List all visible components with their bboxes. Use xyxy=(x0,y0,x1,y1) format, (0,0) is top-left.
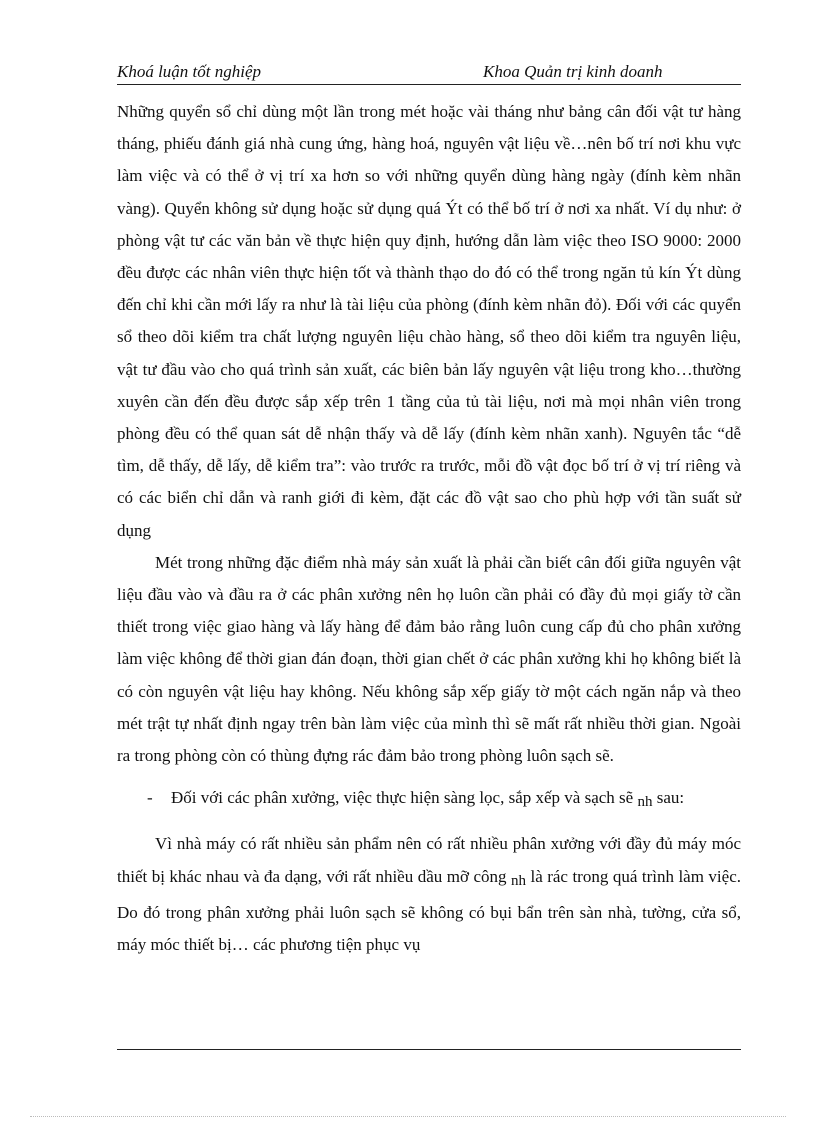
footer-rule xyxy=(117,1049,741,1050)
bullet-text-a: Đối với các phân xưởng, việc thực hiện sàng lọc, sắp xếp và sạch sẽ xyxy=(171,788,638,808)
paragraph-1: Những quyển sổ chỉ dùng một lần trong mét hoặc vài tháng như bảng cân đối vật tư hàng tháng, phiếu đánh giá nhà cung ứng, hàng hoá, nguyên vật liệu về…nên bố trí nơi khu vực làm việc và có thể ở vị trí xa hơn so với những quyển dùng hàng ngày (đính kèm nhãn vàng). Quyển không sử dụng hoặc sử dụng quá Ýt có thể bố trí ở nơi xa nhất. Ví dụ như: ở phòng vật tư các văn bản về thực hiện quy định, hướng dẫn làm việc theo ISO 9000: 2000 đều được các nhân viên thực hiện tốt và thành thạo do đó có thể trong ngăn tủ kín Ýt dùng đến chỉ khi cần mới lấy ra như là tài liệu của phòng (đính kèm nhãn đỏ). Đối với các quyển sổ theo dõi kiểm tra chất lượng nguyên liệu chào hàng, sổ theo dõi kiểm tra nguyên liệu, vật tư đầu vào cho quá trình sản xuất, các biên bản lấy nguyên vật liệu trong kho…thường xuyên cần đến đều được sắp xếp trên 1 tầng của tủ tài liệu, nơi mà mọi nhân viên trong phòng đều có thể quan sát dễ nhận thấy và dễ lấy (đính kèm nhãn xanh). Nguyên tắc “dễ tìm, dễ thấy, dễ lấy, dễ kiểm tra”: vào trước ra trước, mỗi đồ vật đọc bố trí ở vị trí riêng và có các biển chỉ dẫn và ranh giới đi kèm, đặt các đồ vật sao cho phù hợp với tần suất sử dụng xyxy=(117,102,741,540)
paragraph-3-subscript: nh xyxy=(510,872,526,889)
header-thesis-label: Khoá luận tốt nghiệp xyxy=(117,62,262,81)
header-faculty-label: Khoa Quản trị kinh doanh xyxy=(483,62,663,81)
paragraph-2: Mét trong những đặc điểm nhà máy sản xuất là phải cần biết cân đối giữa nguyên vật liệu đầu vào và đầu ra ở các phân xưởng nên họ luôn cần phải có đầy đủ mọi giấy tờ cần thiết trong việc giao hàng và lấy hàng để đảm bảo rằng luôn cung cấp đủ cho phân xưởng làm việc không để thời gian đán đoạn, thời gian chết ở các phân xưởng khi họ không biết là có còn nguyên vật liệu hay không. Nếu không sắp xếp giấy tờ một cách ngăn nắp và theo mét trật tự nhất định ngay trên bàn làm việc của mình thì sẽ mất rất nhiều thời gian. Ngoài ra trong phòng còn có thùng đựng rác đảm bảo trong phòng luôn sạch sẽ. xyxy=(117,552,741,766)
paragraph-3-part-a: Vì nhà máy có rất nhiều sản phẩm nên có rất nhiều phân xưởng với đầy đủ máy móc thiết bị khác nhau và đa dạng, với rất nhiều dầu mỡ công xyxy=(117,834,741,886)
page-header xyxy=(117,62,741,85)
page-edge-dots xyxy=(30,1116,786,1117)
bullet-subscript: nh xyxy=(637,794,653,811)
paragraph-3-part-b: là rác trong quá trình làm việc. Do đó trong phân xưởng phải luôn sạch sẽ không có bụi bẩn trên sàn nhà, tường, cửa sổ, máy móc thiết bị… các phương tiện phục vụ xyxy=(117,866,741,955)
bullet-item xyxy=(117,782,741,818)
paragraph-3 xyxy=(117,828,741,961)
bullet-text-b: sau: xyxy=(652,788,685,808)
document-body xyxy=(117,96,741,961)
bullet-dash: - xyxy=(147,788,153,808)
